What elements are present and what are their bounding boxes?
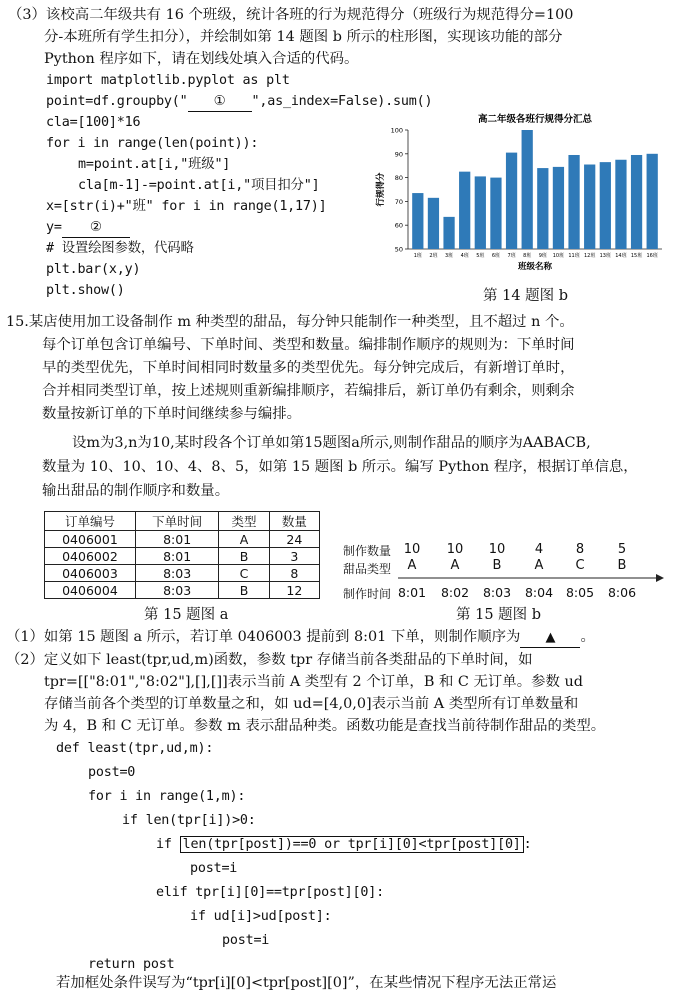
x-tick-label: 15班 (630, 253, 643, 259)
bar (647, 154, 658, 249)
y-tick-label: 80 (394, 174, 403, 183)
table-cell: B (219, 582, 269, 599)
table-cell: 8:01 (135, 548, 218, 565)
code-line: post=0 (88, 765, 136, 780)
table-cell: C (219, 565, 269, 582)
bar (490, 178, 501, 249)
table-cell: 0406002 (45, 548, 136, 565)
table-cell: 0406001 (45, 531, 136, 548)
last-line: 若加框处条件误写为“tpr[i][0]<tpr[post][0]”，在某些情况下程序无法正常运 (56, 975, 557, 991)
bar (459, 172, 470, 249)
code-line: post=i (190, 861, 238, 876)
table-cell: 24 (269, 531, 319, 548)
x-tick-label: 13班 (599, 253, 611, 259)
table-header: 类型 (219, 512, 269, 531)
y-tick-label: 70 (394, 197, 403, 206)
code-text: : (523, 837, 532, 852)
table-caption: 第 15 题图 a (144, 607, 229, 623)
timeline-time: 8:02 (440, 585, 470, 600)
table-cell: 12 (269, 582, 319, 599)
q15-line-7: 数量为 10、10、10、4、8、5，如第 15 题图 b 所示。编写 Python 程序，根据订单信息， (42, 459, 638, 475)
code-line: if len(tpr[i])>0: (122, 813, 256, 828)
chart-title: 高二年级各班行规得分汇总 (477, 114, 593, 125)
x-tick-label: 7班 (507, 253, 516, 259)
x-tick-label: 2班 (429, 253, 438, 259)
timeline-count: 5 (617, 542, 627, 557)
code-text: ",as_index=False).sum() (251, 94, 433, 109)
sub-question-1 (6, 628, 595, 648)
y-tick-label: 90 (394, 150, 403, 159)
table-row (45, 582, 320, 599)
x-tick-label: 16班 (646, 253, 658, 259)
bar (475, 176, 486, 249)
bar (600, 162, 611, 249)
table-header: 订单编号 (45, 512, 136, 531)
bar (443, 217, 454, 249)
code-line: if ud[i]>ud[post]: (190, 909, 332, 924)
x-tick-label: 12班 (584, 253, 596, 259)
timeline-time: 8:04 (524, 585, 554, 600)
code-line: post=i (222, 933, 270, 948)
x-tick-label: 11班 (568, 253, 580, 259)
timeline-type: B (492, 558, 502, 573)
code-line: cla[m-1]-=point.at[i,"项目扣分"] (78, 178, 320, 193)
x-tick-label: 4班 (460, 253, 469, 259)
bar (412, 193, 423, 249)
table-cell: 8 (269, 565, 319, 582)
sub-question-1-text: （1）如第 15 题图 a 所示，若订单 0406003 提前到 8:01 下单，则制作顺序为 (6, 629, 521, 645)
table-cell: 0406004 (45, 582, 136, 599)
code-line: def least(tpr,ud,m): (56, 741, 214, 756)
timeline-count: 10 (403, 542, 421, 557)
x-tick-label: 8班 (523, 253, 532, 259)
timeline-count: 8 (575, 542, 585, 557)
timeline-label-type: 甜品类型 (343, 562, 392, 576)
chart-caption: 第 14 题图 b (483, 288, 569, 304)
code-line: import matplotlib.pyplot as plt (46, 73, 290, 88)
timeline-label-count: 制作数量 (343, 544, 392, 558)
timeline-label-time: 制作时间 (343, 587, 392, 601)
code-line: for i in range(len(point)): (46, 136, 259, 151)
table-header: 数量 (269, 512, 319, 531)
code-line: for i in range(1,m): (88, 789, 246, 804)
x-tick-label: 9班 (538, 253, 547, 259)
y-tick-label: 100 (390, 126, 403, 135)
table-row (45, 548, 320, 565)
sub-question-2-line-2: tpr=[["8:01","8:02"],[],[]]表示当前 A 类型有 2 个订单，B 和 C 无订单。参数 ud (44, 674, 583, 690)
table-cell: 8:03 (135, 565, 218, 582)
table-header-row (45, 512, 320, 531)
code-comment: # 设置绘图参数，代码略 (46, 241, 194, 256)
q15-line-8: 输出甜品的制作顺序和数量。 (42, 483, 230, 499)
table-row (45, 565, 320, 582)
sub-question-1-end: 。 (580, 629, 595, 645)
code-line: elif tpr[i][0]==tpr[post][0]: (156, 885, 384, 900)
answer-blank-marker: ▲ (520, 629, 580, 648)
x-tick-label: 6班 (491, 253, 501, 259)
timeline-type: A (450, 558, 460, 573)
timeline-type: C (575, 558, 585, 573)
timeline-time: 8:05 (565, 585, 595, 600)
bar (584, 165, 595, 249)
y-tick-label: 50 (394, 245, 403, 254)
code-line: plt.show() (46, 283, 125, 298)
x-tick-label: 10班 (552, 253, 565, 259)
q15-line-3: 早的类型优先，下单时间相同时数量多的类型优先。每分钟完成后，有新增订单时， (42, 360, 575, 376)
q15-line-5: 数量按新订单的下单时间继续参与编排。 (42, 406, 302, 422)
table-cell: 8:03 (135, 582, 218, 599)
code-line: x=[str(i)+"班" for i in range(1,17)] (46, 199, 327, 214)
timeline-count: 10 (446, 542, 464, 557)
q15-line-6: 设m为3,n为10,某时段各个订单如第15题图a所示,则制作甜品的顺序为AABACB, (72, 435, 591, 451)
table-header: 下单时间 (135, 512, 218, 531)
bar (428, 198, 439, 249)
bar (631, 155, 642, 249)
bar (522, 130, 533, 249)
timeline-count: 4 (534, 542, 544, 557)
bar (553, 167, 564, 249)
code-text: if (156, 837, 172, 852)
table-row (45, 531, 320, 548)
timeline-axis (398, 572, 664, 584)
bar (615, 160, 626, 249)
table-cell: 0406003 (45, 565, 136, 582)
x-axis-label: 班级名称 (517, 262, 553, 272)
q3-line-2: 分-本班所有学生扣分），并绘制如第 14 题图 b 所示的柱形图，实现该功能的部分 (44, 29, 563, 45)
table-cell: 8:01 (135, 531, 218, 548)
timeline-time: 8:01 (397, 585, 427, 600)
timeline-type: A (534, 558, 544, 573)
timeline-time: 8:06 (607, 585, 637, 600)
q15-line-1: 15.某店使用加工设备制作 m 种类型的甜品，每分钟只能制作一种类型，且不超过 n 个。 (6, 314, 574, 330)
x-tick-label: 14班 (615, 253, 627, 259)
sub-question-2-line-4: 为 4，B 和 C 无订单。参数 m 表示甜品种类。函数功能是查找当前待制作甜品的类型。 (44, 718, 606, 734)
bar (568, 155, 579, 249)
blank-1: ① (188, 93, 252, 112)
table-cell: A (219, 531, 269, 548)
code-line: cla=[100]*16 (46, 115, 141, 130)
timeline-time: 8:03 (482, 585, 512, 600)
code-line-y (46, 219, 130, 238)
q3-line-3: Python 程序如下，请在划线处填入合适的代码。 (44, 51, 359, 67)
y-axis-label: 行规得分 (376, 172, 386, 207)
bar (506, 153, 517, 249)
timeline-count: 10 (488, 542, 506, 557)
timeline-type: B (617, 558, 627, 573)
code-line: return post (88, 957, 175, 972)
boxed-condition: len(tpr[post])==0 or tpr[i][0]<tpr[post][0] (180, 836, 524, 853)
timeline-type: A (407, 558, 417, 573)
code-line-boxed-condition (156, 836, 532, 854)
code-line: plt.bar(x,y) (46, 262, 141, 277)
x-tick-label: 5班 (476, 253, 485, 259)
code-text: point=df.groupby(" (46, 94, 188, 109)
table-cell: 3 (269, 548, 319, 565)
orders-table (44, 511, 320, 599)
sub-question-2-line-3: 存储当前各个类型的订单数量之和，如 ud=[4,0,0]表示当前 A 类型所有订单数量和 (44, 696, 579, 712)
table-cell: B (219, 548, 269, 565)
sub-question-2-line-1: （2）定义如下 least(tpr,ud,m)函数，参数 tpr 存储当前各类甜品的下单时间，如 (6, 652, 533, 668)
blank-2: ② (62, 219, 130, 238)
timeline-caption: 第 15 题图 b (456, 607, 542, 623)
q3-line-1: （3）该校高二年级共有 16 个班级，统计各班的行为规范得分（班级行为规范得分=100 (8, 7, 574, 23)
x-tick-label: 1班 (413, 253, 422, 259)
bar (537, 168, 548, 249)
code-text: y= (46, 220, 62, 235)
y-tick-label: 60 (394, 221, 403, 230)
code-line: m=point.at[i,"班级"] (78, 157, 231, 172)
x-tick-label: 3班 (444, 253, 454, 259)
bar-chart (370, 110, 670, 280)
q15-line-2: 每个订单包含订单编号、下单时间、类型和数量。编排制作顺序的规则为：下单时间 (42, 337, 575, 353)
q15-line-4: 合并相同类型订单，按上述规则重新编排顺序，若编排后，新订单仍有剩余，则剩余 (42, 383, 575, 399)
